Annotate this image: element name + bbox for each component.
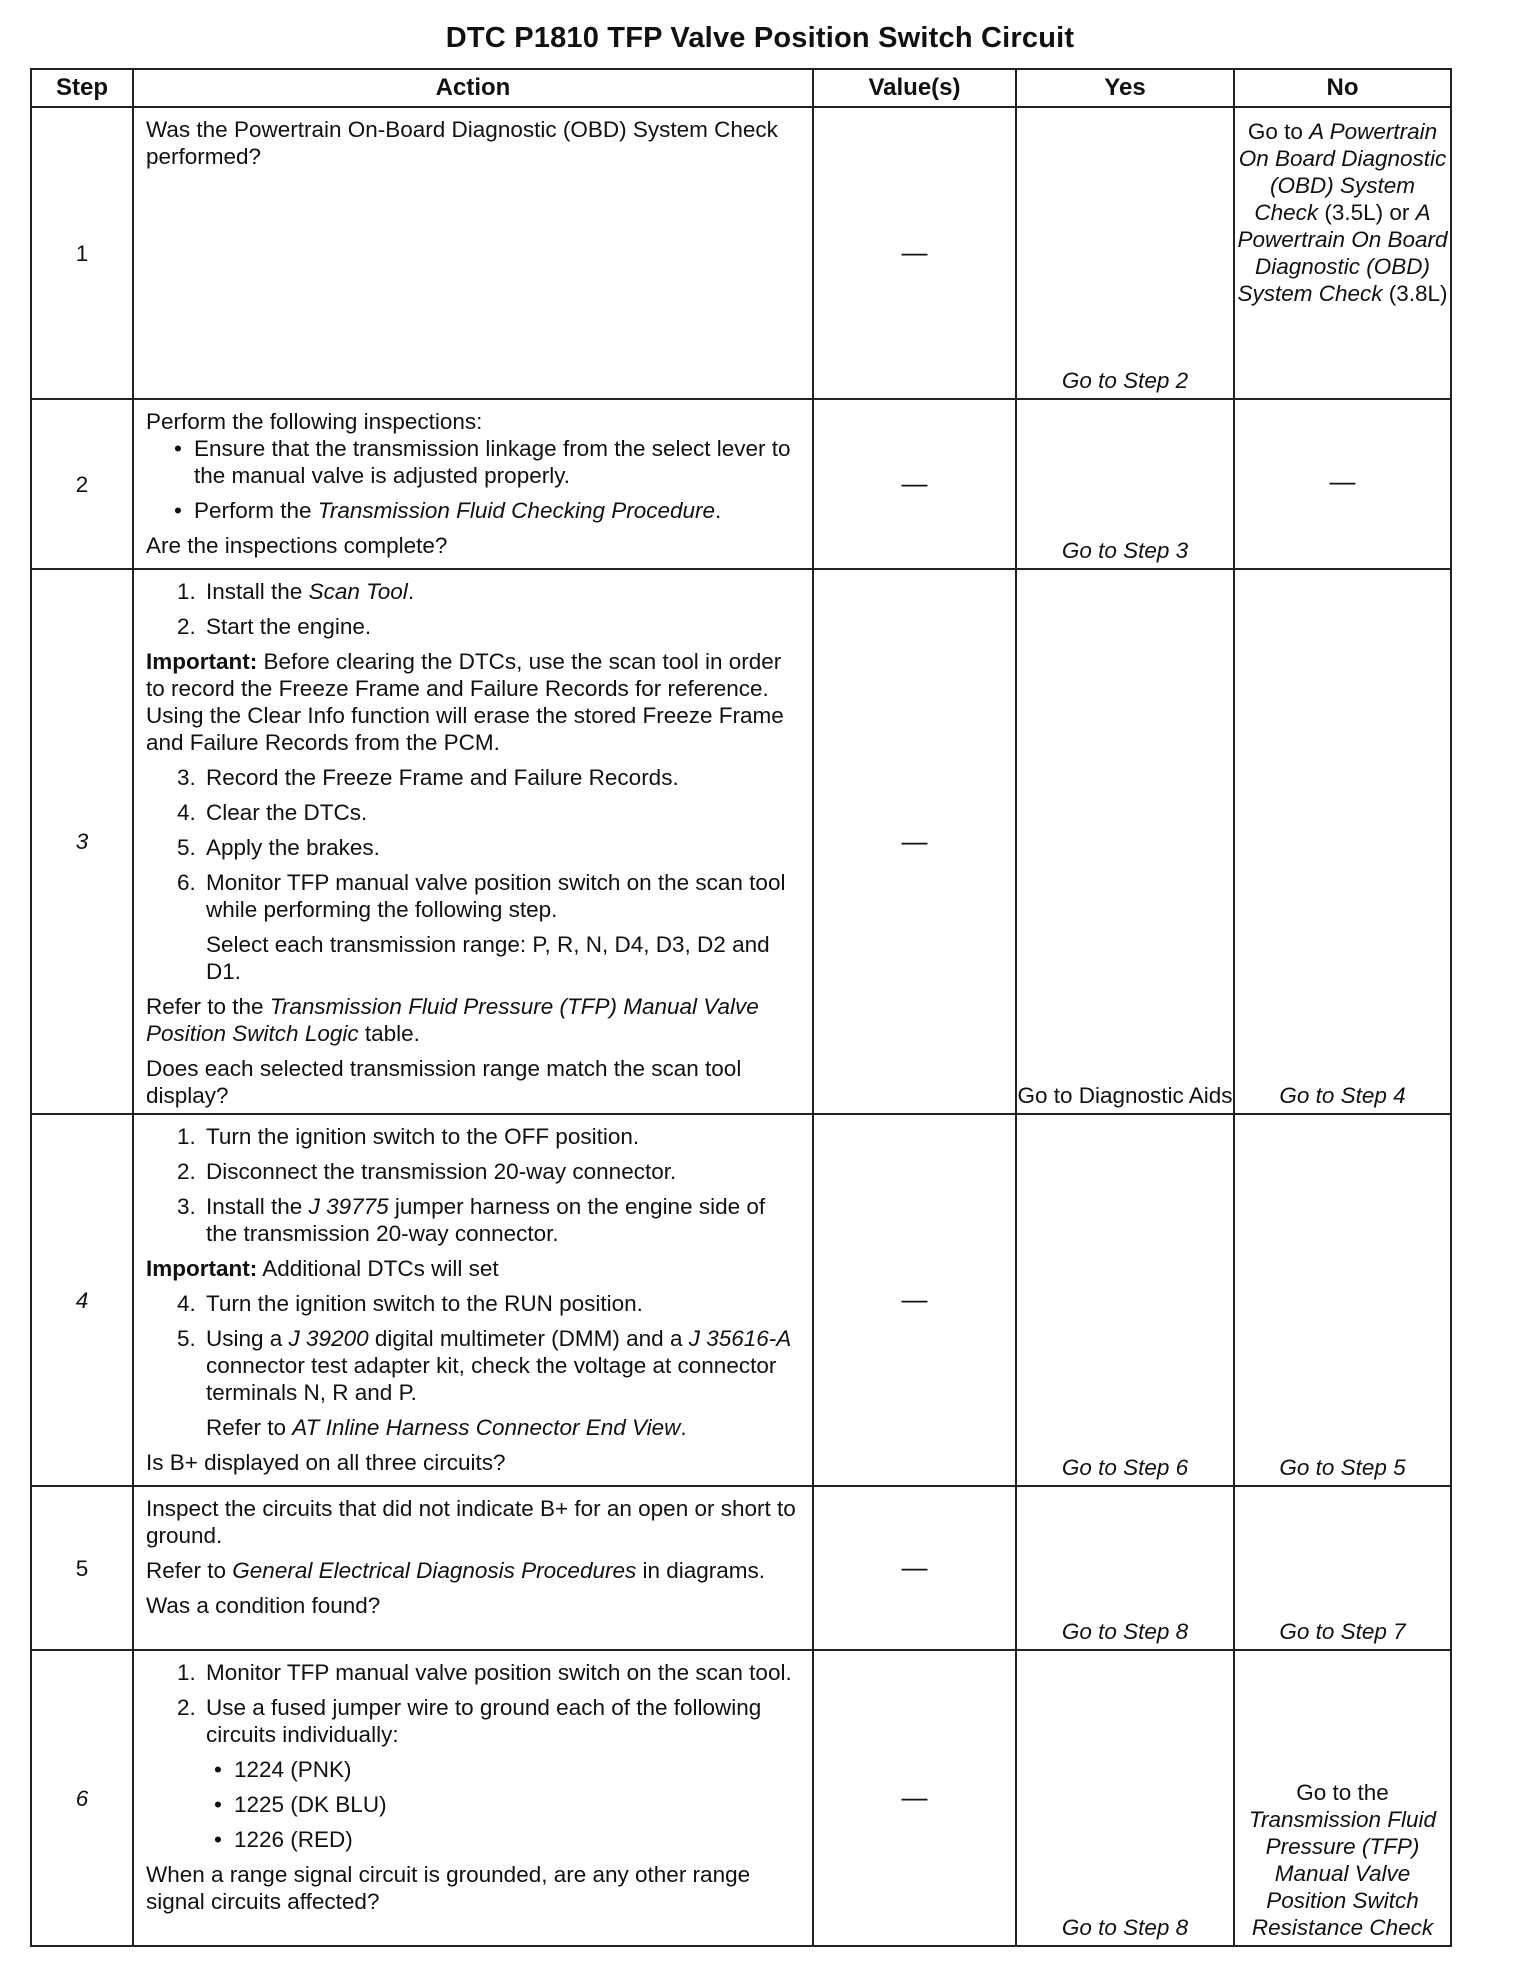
- action-question: Was a condition found?: [146, 1593, 381, 1618]
- step-number: 6: [31, 1650, 133, 1946]
- step-number: 1: [31, 107, 133, 399]
- yes-cell: Go to Diagnostic Aids: [1016, 569, 1234, 1114]
- step-item: 6. Monitor TFP manual valve position switch on the scan tool while performing the following step. Select each transmission range: P, R, N, D4, D3, D2 and D1.: [202, 869, 802, 985]
- circuit-item: • 1226 (RED): [234, 1826, 802, 1853]
- step-item: 1. Monitor TFP manual valve position switch on the scan tool.: [202, 1659, 802, 1686]
- step-item: 4. Clear the DTCs.: [202, 799, 802, 826]
- step-item: 5. Using a J 39200 digital multimeter (DMM) and a J 35616-A connector test adapter kit, check the voltage at connector terminals N, R and P. Refer to AT Inline Harness Connector End View.: [202, 1325, 802, 1441]
- reference-text: Refer to General Electrical Diagnosis Procedures in diagrams.: [146, 1558, 766, 1583]
- step-number: 3: [31, 569, 133, 1114]
- no-cell: —: [1234, 399, 1451, 569]
- bullet-item: • Ensure that the transmission linkage from the select lever to the manual valve is adjusted properly.: [194, 435, 802, 489]
- yes-cell: Go to Step 6: [1016, 1114, 1234, 1486]
- step-item: 1. Install the Scan Tool.: [202, 578, 802, 605]
- step-item: 5. Apply the brakes.: [202, 834, 802, 861]
- table-row: [31, 1650, 1451, 1946]
- action-cell: [133, 1114, 813, 1486]
- table-row: [31, 399, 1451, 569]
- step-item: 2. Start the engine.: [202, 613, 802, 640]
- action-question: Are the inspections complete?: [146, 533, 448, 558]
- no-cell: Go to Step 4: [1234, 569, 1451, 1114]
- table-row: [31, 107, 1451, 399]
- no-cell: Go to Step 7: [1234, 1486, 1451, 1650]
- sub-instruction: Refer to AT Inline Harness Connector End View.: [206, 1415, 687, 1440]
- value-cell: —: [813, 1114, 1016, 1486]
- step-number: 5: [31, 1486, 133, 1650]
- header-row: [31, 69, 1451, 107]
- step-item: 3. Record the Freeze Frame and Failure Records.: [202, 764, 802, 791]
- no-cell: Go to Step 5: [1234, 1114, 1451, 1486]
- step-item: 2. Use a fused jumper wire to ground each of the following circuits individually:: [202, 1694, 802, 1748]
- diagnostic-table: [30, 68, 1452, 1947]
- action-cell: [133, 1486, 813, 1650]
- header-step: Step: [31, 69, 133, 107]
- action-question: When a range signal circuit is grounded, are any other range signal circuits affected?: [146, 1862, 751, 1914]
- action-cell: [133, 569, 813, 1114]
- step-item: 4. Turn the ignition switch to the RUN position.: [202, 1290, 802, 1317]
- step-item: 1. Turn the ignition switch to the OFF position.: [202, 1123, 802, 1150]
- step-number: 4: [31, 1114, 133, 1486]
- value-cell: —: [813, 1486, 1016, 1650]
- reference-text: Refer to the Transmission Fluid Pressure (TFP) Manual Valve Position Switch Logic table.: [146, 994, 759, 1046]
- table-row: [31, 1114, 1451, 1486]
- value-cell: —: [813, 399, 1016, 569]
- yes-cell: Go to Step 8: [1016, 1486, 1234, 1650]
- header-action: Action: [133, 69, 813, 107]
- important-note: Important: Additional DTCs will set: [146, 1256, 499, 1281]
- action-cell: [133, 1650, 813, 1946]
- yes-cell: Go to Step 2: [1016, 107, 1234, 399]
- value-cell: —: [813, 1650, 1016, 1946]
- step-item: 3. Install the J 39775 jumper harness on the engine side of the transmission 20-way connector.: [202, 1193, 802, 1247]
- no-cell: Go to A Powertrain On Board Diagnostic (OBD) System Check (3.5L) or A Powertrain On Board Diagnostic (OBD) System Check (3.8L): [1234, 107, 1451, 399]
- header-no: No: [1234, 69, 1451, 107]
- yes-cell: Go to Step 8: [1016, 1650, 1234, 1946]
- action-intro: Perform the following inspections:: [146, 409, 483, 434]
- action-question: Does each selected transmission range match the scan tool display?: [146, 1056, 742, 1108]
- step-number: 2: [31, 399, 133, 569]
- circuit-item: • 1225 (DK BLU): [234, 1791, 802, 1818]
- value-cell: —: [813, 107, 1016, 399]
- value-cell: —: [813, 569, 1016, 1114]
- bullet-item: • Perform the Transmission Fluid Checking Procedure.: [194, 497, 802, 524]
- table-row: [31, 1486, 1451, 1650]
- table-row: [31, 569, 1451, 1114]
- action-cell: [133, 399, 813, 569]
- page-title: DTC P1810 TFP Valve Position Switch Circuit: [445, 22, 1075, 54]
- yes-cell: Go to Step 3: [1016, 399, 1234, 569]
- header-values: Value(s): [813, 69, 1016, 107]
- action-cell: [133, 107, 813, 399]
- sub-instruction: Select each transmission range: P, R, N, D4, D3, D2 and D1.: [206, 932, 770, 984]
- circuit-item: • 1224 (PNK): [234, 1756, 802, 1783]
- action-text: Inspect the circuits that did not indicate B+ for an open or short to ground.: [146, 1496, 796, 1548]
- no-cell: Go to the Transmission Fluid Pressure (TFP) Manual Valve Position Switch Resistance Check: [1234, 1650, 1451, 1946]
- step-item: 2. Disconnect the transmission 20-way connector.: [202, 1158, 802, 1185]
- action-question: Is B+ displayed on all three circuits?: [146, 1450, 506, 1475]
- important-note: Important: Before clearing the DTCs, use the scan tool in order to record the Freeze Frame and Failure Records for reference. Using the Clear Info function will erase the stored Freeze Frame and Failure Records from the PCM.: [146, 649, 784, 755]
- header-yes: Yes: [1016, 69, 1234, 107]
- action-text: Was the Powertrain On-Board Diagnostic (OBD) System Check performed?: [146, 117, 778, 169]
